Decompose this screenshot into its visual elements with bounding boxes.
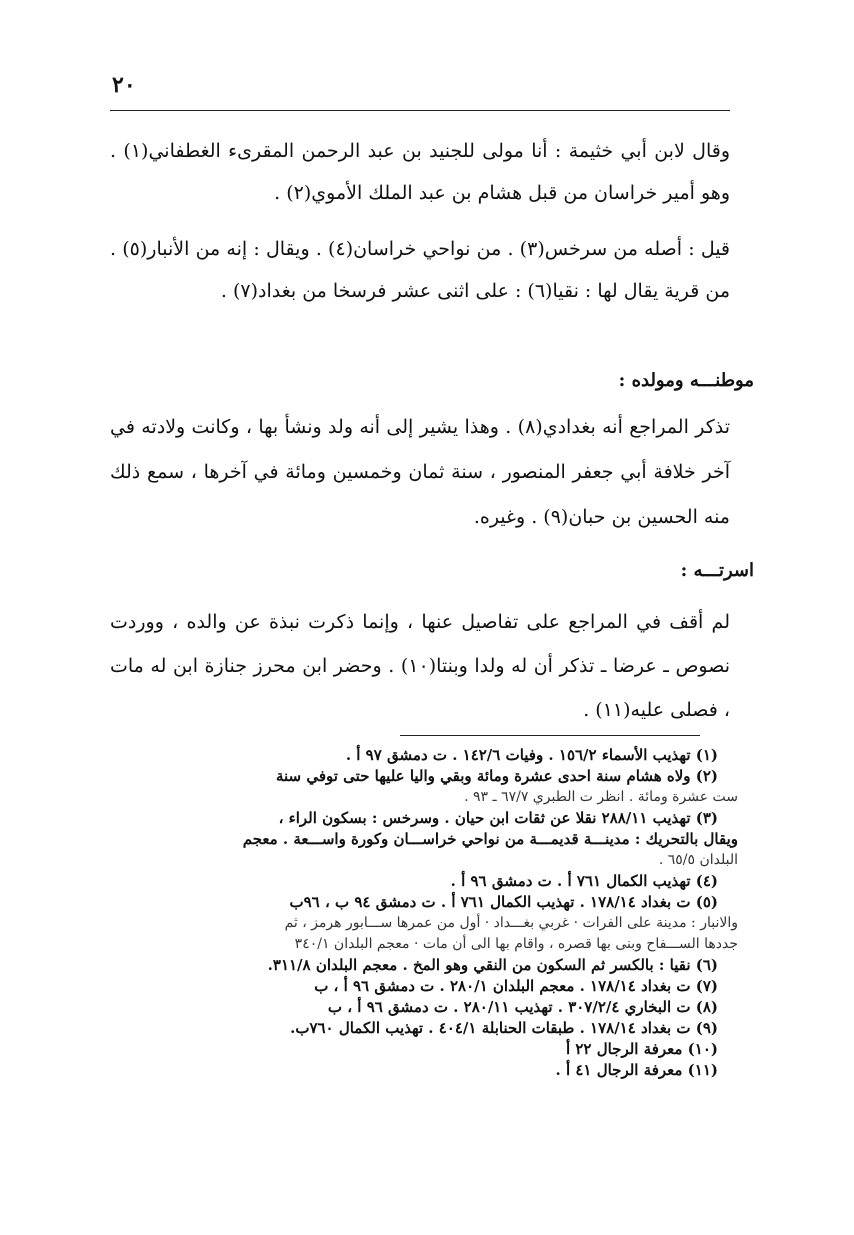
footnote-2-continuation: ست عشرة ومائة . انظر ت الطبري ٦٧/٧ ـ ٩٣ . — [464, 789, 738, 805]
footnote-5: (٥) ت بغداد ١٧٨/١٤ . تهذيب الكمال ٧٦١ أ . ت دمشق ٩٤ ب ، ٩٦ب — [289, 893, 718, 911]
footnote-6: (٦) نقيا : بالكسر ثم السكون من النقي وهو المخ . معجم البلدان ٣١١/٨. — [267, 956, 718, 974]
section-heading-birthplace: موطنـــه ومولده : — [618, 370, 754, 391]
footnote-rule — [400, 735, 700, 736]
body-paragraph-3 — [110, 405, 730, 540]
footnote-4: (٤) تهذيب الكمال ٧٦١ أ . ت دمشق ٩٦ أ . — [450, 872, 718, 890]
footnote-3-continuation: البلدان ٦٥/٥ . — [658, 852, 738, 868]
body-paragraph-4 — [110, 600, 730, 732]
footnote-9: (٩) ت بغداد ١٧٨/١٤ . طبقات الحنابلة ٤٠٤/١ . تهذيب الكمال ٧٦٠ب. — [290, 1019, 718, 1037]
paragraph-text: وقال لابن أبي خثيمة : أنا مولى للجنيد بن عبد الرحمن المقرىء الغطفاني(١) . وهو أمير خراسان من قبل هشام بن عبد الملك الأموي(٢) . — [110, 140, 731, 204]
footnote-3: (٣) تهذيب ٢٨٨/١١ نقلا عن ثقات ابن حيان . وسرخس : بسكون الراء ، — [278, 809, 718, 827]
footnote-2: (٢) ولاه هشام سنة احدى عشرة ومائة وبقي واليا عليها حتى توفي سنة — [275, 767, 718, 785]
paragraph-text: لم أقف في المراجع على تفاصيل عنها ، وإنما ذكرت نبذة عن والده ، ووردت نصوص ـ عرضا ـ تذكر أن له ولدا وبنتا(١٠) . وحضر ابن محرز جنازة ابن له مات ، فصلى عليه(١١) . — [110, 611, 730, 721]
body-paragraph-1 — [110, 130, 730, 214]
paragraph-text: تذكر المراجع أنه بغدادي(٨) . وهذا يشير إلى أنه ولد ونشأ بها ، وكانت ولادته في آخر خلافة أبي جعفر المنصور ، سنة ثمان وخمسين ومائة في آخرها ، سمع ذلك منه الحسين بن حبان(٩) . وغيره. — [110, 416, 730, 528]
footnote-5-continuation: جددها الســـفاح وبنى بها قصره ، واقام بها الى أن مات · معجم البلدان ٣٤٠/١ — [294, 936, 738, 952]
footnote-7: (٧) ت بغداد ١٧٨/١٤ . معجم البلدان ٢٨٠/١ . ت دمشق ٩٦ أ ، ب — [314, 977, 718, 995]
paragraph-text: قيل : أصله من سرخس(٣) . من نواحي خراسان(٤) . ويقال : إنه من الأنبار(٥) . من قرية يقال لها : نقيا(٦) : على اثنى عشر فرسخا من بغداد(٧) . — [110, 238, 731, 302]
footnote-1: (١) تهذيب الأسماء ١٥٦/٢ . وفيات ١٤٢/٦ . ت دمشق ٩٧ أ . — [345, 746, 718, 764]
section-heading-family: اسرتـــه : — [680, 560, 754, 581]
footnote-8: (٨) ت البخاري ٣٠٧/٢/٤ . تهذيب ٢٨٠/١١ . ت دمشق ٩٦ أ ، ب — [327, 998, 718, 1016]
footnote-3-continuation: ويقال بالتحريك : مدينـــة قديمـــة من نواحي خراســـان وكورة واســـعة . معجم — [242, 830, 738, 848]
footnote-11: (١١) معرفة الرجال ٤١ أ . — [555, 1061, 718, 1079]
footnote-10: (١٠) معرفة الرجال ٢٢ أ — [565, 1040, 718, 1058]
footnote-5-continuation: والانبار : مدينة على الفرات · غربي بغـــداد · أول من عمرها ســـابور هرمز ، ثم — [284, 915, 738, 931]
footnotes-block — [108, 745, 738, 1081]
body-paragraph-2 — [110, 228, 730, 312]
header-rule — [110, 110, 730, 111]
page-number: ٢٠ — [112, 72, 136, 98]
